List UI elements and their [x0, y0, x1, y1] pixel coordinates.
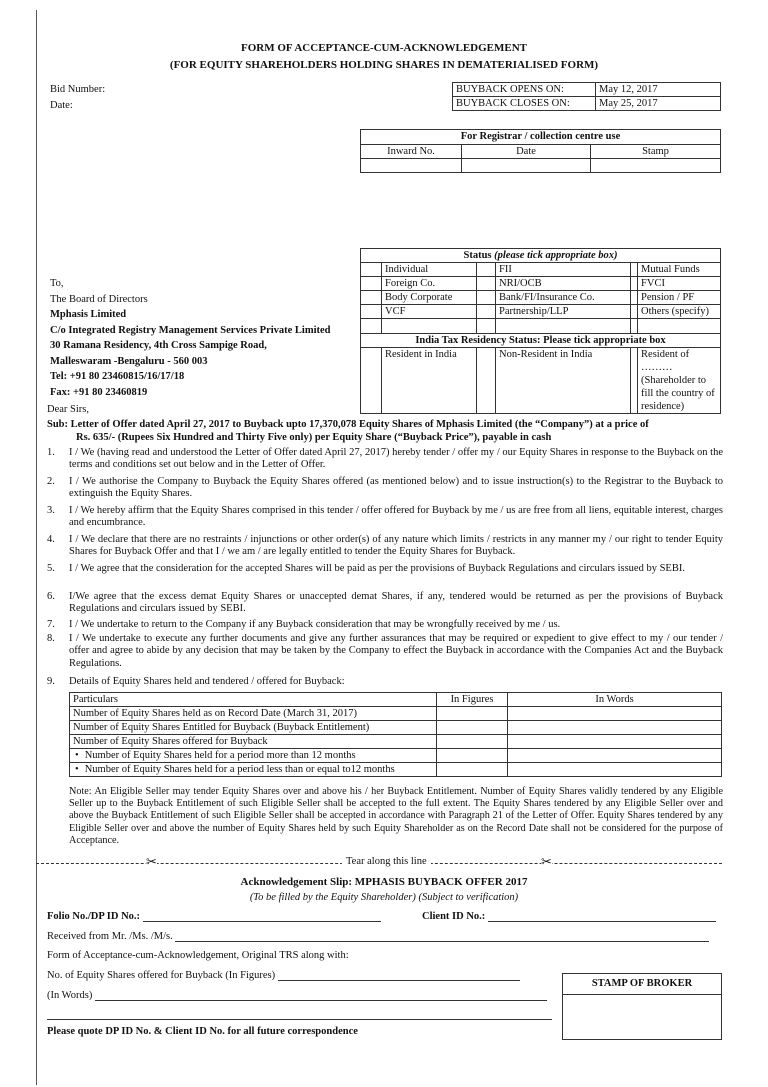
ack-subtitle: (To be filled by the Equity Shareholder) (Subject to verification) — [249, 892, 519, 903]
words-header: In Words — [508, 693, 722, 707]
status-option: Partnership/LLP — [496, 305, 631, 319]
status-option: VCF — [382, 305, 477, 319]
clause: 4. I / We declare that there are no restraints / injunctions or other order(s) of any nature which limits / restricts in any manner my / our right to tender Equity Shares for Buyback Offer and that I / we am / are legally entitled to tender the Equity Shares for Buyback. — [47, 534, 723, 558]
scissors-icon: ✂ — [541, 854, 552, 869]
subject-line: Sub: Letter of Offer dated April 27, 2017 to Buyback upto 17,370,078 Equity Shares of Mphasis Limited (the “Company”) at a price of — [47, 419, 649, 430]
client-row — [422, 911, 716, 922]
clause: 1. I / We (having read and understood the Letter of Offer dated April 27, 2017) hereby tender / offer my / our Equity Shares in response to the Buyback on the terms and conditions set out below and in the Letter of Offer. — [47, 447, 723, 471]
particulars-row: Number of Equity Shares offered for Buyback — [70, 735, 437, 749]
status-table — [360, 248, 721, 414]
particulars-row: • Number of Equity Shares held for a period less than or equal to12 months — [70, 763, 437, 777]
words-label: (In Words) — [47, 990, 93, 1001]
status-option: Body Corporate — [382, 291, 477, 305]
figures-cell[interactable] — [437, 707, 508, 721]
received-label: Received from Mr. /Ms. /M/s. — [47, 931, 173, 942]
registrar-heading: For Registrar / collection centre use — [361, 130, 721, 145]
clause: 2. I / We authorise the Company to Buyback the Equity Shares offered (as mentioned below) and to issue instruction(s) to the Registrar to the Buyback to extinguish the Equity Shares. — [47, 476, 723, 500]
status-option: Individual — [382, 263, 477, 277]
status-checkbox[interactable] — [477, 305, 496, 319]
form-line: Form of Acceptance-cum-Acknowledgement, Original TRS along with: — [47, 950, 349, 961]
inward-no-cell[interactable] — [361, 159, 462, 173]
note: Note: An Eligible Seller may tender Equity Shares over and above his / her Buyback Entitlement. Number of Equity Shares validly tendered by any Eligible Seller up to the Buyback Entitlement of such Eligible Seller shall be accepted to the full extent. The Equity Shares tendered by any Eligible Seller over and above the Buyback Entitlement of such Eligible Seller shall be accepted in accordance with Paragraph 21 of the Letter of Offer. Equity Shares tendered by any Eligible Seller over and above the number of Equity Shares held by such Equity Shareholder as on the Record Date shall not be considered for the purpose of Acceptance. — [69, 786, 723, 846]
status-option: FVCI — [638, 277, 721, 291]
particulars-row: Number of Equity Shares held as on Record Date (March 31, 2017) — [70, 707, 437, 721]
date-label: Date: — [50, 100, 73, 111]
words-input-cont[interactable] — [47, 1009, 552, 1020]
figures-label: No. of Equity Shares offered for Buyback (In Figures) — [47, 970, 276, 981]
address-line: C/o Integrated Registry Management Services Private Limited — [50, 324, 331, 336]
clause: 5. I / We agree that the consideration for the accepted Shares will be paid as per the provisions of Buyback Regulations and circulars issued by SEBI. — [47, 563, 685, 574]
closes-label: BUYBACK CLOSES ON: — [453, 97, 596, 111]
closes-value: May 25, 2017 — [596, 97, 721, 111]
registrar-table — [360, 129, 721, 173]
address-block — [50, 276, 331, 400]
clause: 7. I / We undertake to return to the Company if any Buyback consideration that may be wrongfully received by me / us. — [47, 619, 561, 630]
form-subtitle: (FOR EQUITY SHAREHOLDERS HOLDING SHARES IN DEMATERIALISED FORM) — [169, 59, 599, 71]
form-title: FORM OF ACCEPTANCE-CUM-ACKNOWLEDGEMENT — [241, 42, 527, 54]
status-option: Pension / PF — [638, 291, 721, 305]
figures-cell[interactable] — [437, 749, 508, 763]
status-option: Others (specify) — [638, 305, 721, 319]
date-cell[interactable] — [462, 159, 591, 173]
status-checkbox[interactable] — [361, 291, 382, 305]
clause: 3. I / We hereby affirm that the Equity Shares comprised in this tender / offer offered for Buyback by me / us are free from all liens, equitable interest, charges and encumbrance. — [47, 505, 723, 529]
clause: 6. I/We agree that the excess demat Equity Shares or unaccepted demat Shares, if any, tendered would be returned as per the provisions of Buyback Regulations and circulars issued by SEBI. — [47, 591, 723, 615]
status-option: Bank/FI/Insurance Co. — [496, 291, 631, 305]
inward-no-header: Inward No. — [361, 145, 462, 159]
words-cell[interactable] — [508, 763, 722, 777]
stamp-cell[interactable] — [591, 159, 721, 173]
figures-input[interactable] — [278, 970, 520, 981]
status-checkbox[interactable] — [477, 263, 496, 277]
tear-text: Tear along this line — [342, 856, 431, 867]
status-option: Mutual Funds — [638, 263, 721, 277]
particulars-row: Number of Equity Shares Entitled for Buyback (Buyback Entitlement) — [70, 721, 437, 735]
folio-label: Folio No./DP ID No.: — [47, 911, 141, 922]
client-label: Client ID No.: — [422, 911, 486, 922]
address-tel: Tel: +91 80 23460815/16/17/18 — [50, 371, 185, 382]
buyback-dates-table — [452, 82, 721, 111]
client-input[interactable] — [488, 911, 716, 922]
quote-note: Please quote DP ID No. & Client ID No. for all future correspondence — [47, 1026, 358, 1037]
folio-row — [47, 911, 381, 922]
status-heading: Status (please tick appropriate box) — [361, 249, 721, 263]
address-line: Malleswaram -Bengaluru - 560 003 — [50, 355, 208, 367]
status-checkbox[interactable] — [631, 277, 638, 291]
tax-option: Resident in India — [382, 348, 477, 414]
broker-stamp-box[interactable] — [562, 973, 722, 1040]
subject-line-cont: Rs. 635/- (Rupees Six Hundred and Thirty Five only) per Equity Share (“Buyback Price”), payable in cash — [76, 432, 552, 443]
received-row — [47, 931, 709, 942]
clause: 8. I / We undertake to execute any further documents and give any further assurances that may be required or expedient to give effect to my / our tender / offer and agree to abide by any decision that may be taken by the Company to effect the Buyback in accordance with the Companies Act and the Buyback Regulations. — [47, 633, 723, 669]
salutation: Dear Sirs, — [47, 404, 89, 415]
figures-cell[interactable] — [437, 735, 508, 749]
scissors-icon: ✂ — [146, 854, 157, 869]
words-cell[interactable] — [508, 749, 722, 763]
opens-value: May 12, 2017 — [596, 83, 721, 97]
status-checkbox[interactable] — [477, 291, 496, 305]
left-margin-rule — [36, 10, 37, 1085]
words-row — [47, 990, 547, 1001]
ack-title: Acknowledgement Slip: MPHASIS BUYBACK OFFER 2017 — [240, 876, 528, 888]
status-option: FII — [496, 263, 631, 277]
date-header: Date — [462, 145, 591, 159]
status-checkbox[interactable] — [361, 305, 382, 319]
particulars-header: Particulars — [70, 693, 437, 707]
figures-header: In Figures — [437, 693, 508, 707]
address-line: 30 Ramana Residency, 4th Cross Sampige Road, — [50, 340, 267, 351]
status-checkbox[interactable] — [631, 305, 638, 319]
opens-label: BUYBACK OPENS ON: — [453, 83, 596, 97]
figures-row — [47, 970, 520, 981]
stamp-header: Stamp — [591, 145, 721, 159]
words-cell[interactable] — [508, 707, 722, 721]
words-cell[interactable] — [508, 721, 722, 735]
figures-cell[interactable] — [437, 763, 508, 777]
tax-option: Non-Resident in India — [496, 348, 631, 414]
tax-residency-heading: India Tax Residency Status: Please tick appropriate box — [361, 334, 721, 348]
status-checkbox[interactable] — [477, 277, 496, 291]
equity-details-table — [69, 692, 722, 777]
status-checkbox[interactable] — [361, 277, 382, 291]
status-checkbox[interactable] — [361, 263, 382, 277]
address-line: The Board of Directors — [50, 293, 148, 305]
particulars-row: • Number of Equity Shares held for a period more than 12 months — [70, 749, 437, 763]
figures-cell[interactable] — [437, 721, 508, 735]
address-fax: Fax: +91 80 23460819 — [50, 386, 148, 398]
broker-stamp-label: STAMP OF BROKER — [591, 978, 693, 989]
status-checkbox[interactable] — [631, 263, 638, 277]
tax-option: Resident of ……… (Shareholder to fill the country of residence) — [638, 348, 721, 414]
bid-number-label: Bid Number: — [50, 84, 106, 95]
status-option: NRI/OCB — [496, 277, 631, 291]
tear-line — [36, 856, 722, 870]
address-line: Mphasis Limited — [50, 309, 127, 320]
words-input[interactable] — [95, 990, 547, 1001]
status-checkbox[interactable] — [631, 291, 638, 305]
status-option: Foreign Co. — [382, 277, 477, 291]
clause: 9. Details of Equity Shares held and tendered / offered for Buyback: — [47, 676, 345, 687]
received-input[interactable] — [175, 931, 709, 942]
folio-input[interactable] — [143, 911, 381, 922]
address-to: To, — [50, 278, 64, 289]
words-cell[interactable] — [508, 735, 722, 749]
